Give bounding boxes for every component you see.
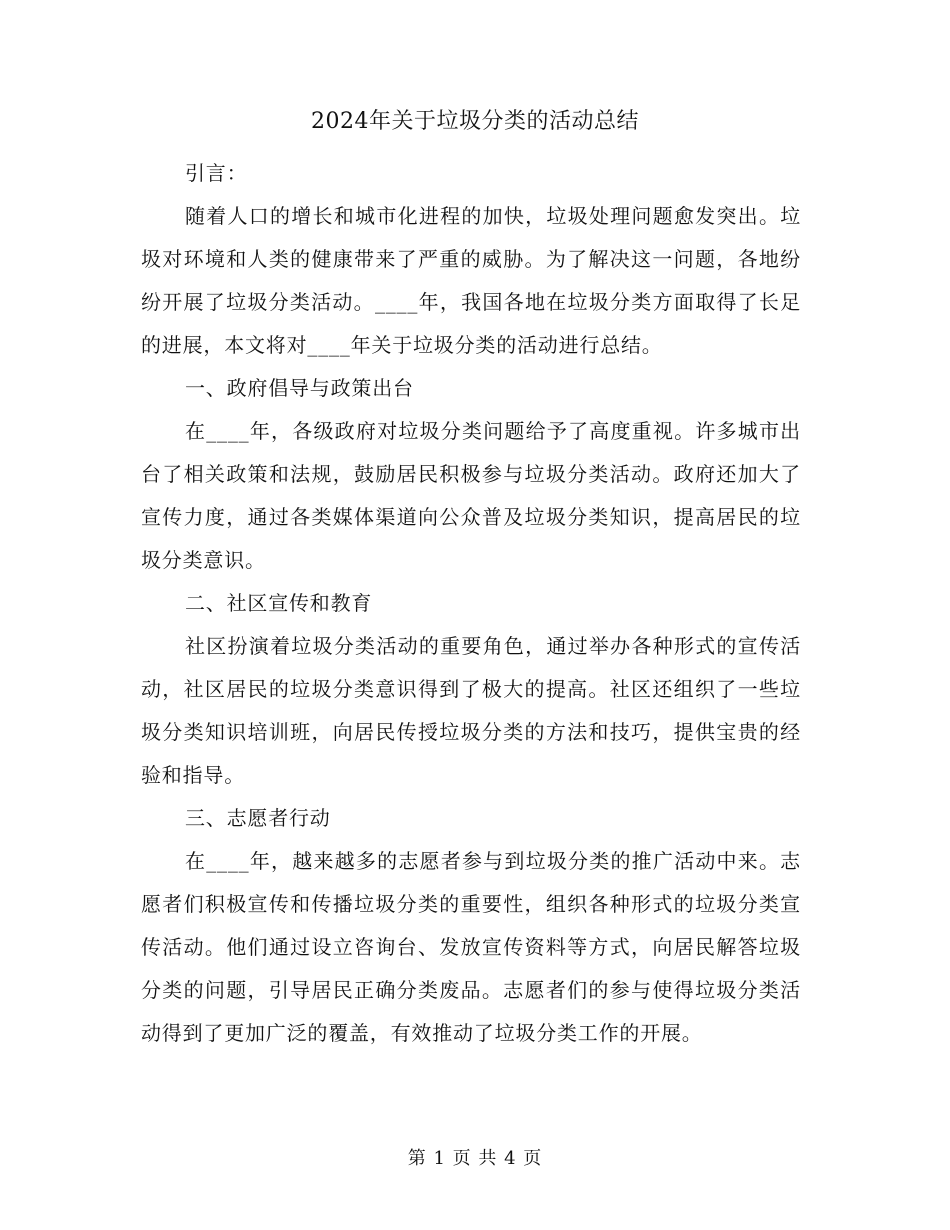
section-paragraph-government: 在____年，各级政府对垃圾分类问题给予了高度重视。许多城市出台了相关政策和法规，鼓励居民积极参与垃圾分类活动。政府还加大了宣传力度，通过各类媒体渠道向公众普及垃圾分类知识，提高居民的垃圾分类意识。 xyxy=(141,419,801,572)
section-heading-community: 二、社区宣传和教育 xyxy=(185,591,373,615)
section-paragraph-community: 社区扮演着垃圾分类活动的重要角色，通过举办各种形式的宣传活动，社区居民的垃圾分类意识得到了极大的提高。社区还组织了一些垃圾分类知识培训班，向居民传授垃圾分类的方法和技巧，提供宝贵的经验和指导。 xyxy=(141,634,801,787)
section-heading-government: 一、政府倡导与政策出台 xyxy=(185,376,414,400)
intro-paragraph: 随着人口的增长和城市化进程的加快，垃圾处理问题愈发突出。垃圾对环境和人类的健康带来了严重的威胁。为了解决这一问题，各地纷纷开展了垃圾分类活动。____年，我国各地在垃圾分类方面取得了长足的进展，本文将对____年关于垃圾分类的活动进行总结。 xyxy=(141,204,801,357)
intro-label: 引言： xyxy=(185,161,248,185)
section-heading-volunteers: 三、志愿者行动 xyxy=(185,806,331,830)
section-paragraph-volunteers: 在____年，越来越多的志愿者参与到垃圾分类的推广活动中来。志愿者们积极宣传和传播垃圾分类的重要性，组织各种形式的垃圾分类宣传活动。他们通过设立咨询台、发放宣传资料等方式，向居民解答垃圾分类的问题，引导居民正确分类废品。志愿者们的参与使得垃圾分类活动得到了更加广泛的覆盖，有效推动了垃圾分类工作的开展。 xyxy=(141,849,801,1045)
document-title: 2024年关于垃圾分类的活动总结 xyxy=(311,109,639,134)
page-number-footer: 第 1 页 共 4 页 xyxy=(407,1148,543,1169)
document-body xyxy=(141,152,801,1055)
